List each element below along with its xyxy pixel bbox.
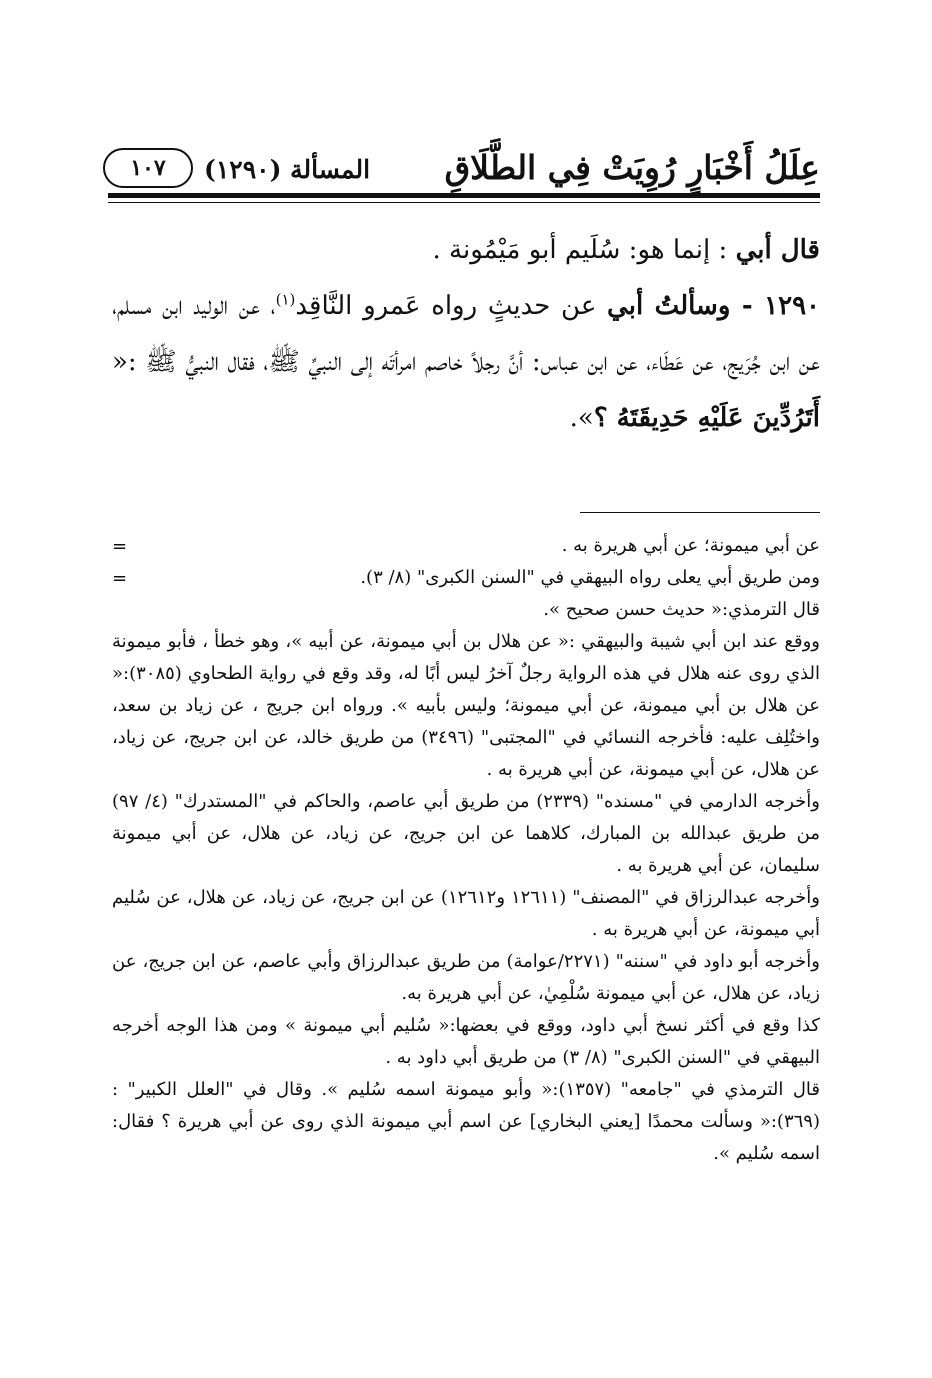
footnote-paragraph: وأخرجه أبو داود في "سننه" (٢٢٧١/عوامة) من طريق عبدالرزاق وأبي عاصم، عن ابن جريج، عن زياد، عن هلال، عن أبي ميمونة سُلْمِيٰ، عن أبي هريرة به.: [112, 951, 820, 1004]
paragraph-2-text-b: ، عن الوليد ابن مسلم، عن ابن جُرَيج، عن عَطَاء، عن ابن عباس: أنَّ رجلاً خاصم امرأتَه إلى النبيِّ ﷺ، فقال النبيُّ ﷺ :«: [112, 291, 820, 377]
hadith-text: أَتَرُدِّينَ عَلَيْهِ حَدِيقَتَهُ ؟: [593, 403, 820, 433]
page-number-badge: ١٠٧: [103, 148, 193, 188]
footnote-paragraph: ووقع عند ابن أبي شيبة والبيهقي :« عن هلال بن أبي ميمونة، عن أبيه »، وهو خطأ ، فأبو ميمونة الذي روى عنه هلال في هذه الرواية رجلٌ آخرُ ليس أبًا له، وقد وقع في رواية الطحاوي (٣٠٨٥):« عن هلال بن أبي ميمونة، عن أبي ميمونة؛ وليس بأبيه ». ورواه ابن جريج ، عن زياد بن سعد، واختُلِف عليه: فأخرجه النسائي في "المجتبى" (٣٤٩٦) من طريق خالد، عن ابن جريج، عن زياد، عن هلال، عن أبي ميمونة، عن أبي هريرة به .: [112, 631, 820, 780]
footnote-paragraph: كذا وقع في أكثر نسخ أبي داود، ووقع في بعضها:« سُليم أبي ميمونة » ومن هذا الوجه أخرجه البيهقي في "السنن الكبرى" (٨/ ٣) من طريق أبي داود به .: [112, 1015, 820, 1068]
paragraph-2-text-a: عن حديثٍ رواه عَمرو النَّاقِد: [295, 291, 608, 321]
footnote-line: عن أبي ميمونة؛ عن أبي هريرة به .: [561, 535, 820, 556]
continuation-mark: =: [112, 536, 128, 557]
paragraph-2-end: ».: [569, 403, 594, 433]
footnote-reference: (١): [275, 290, 296, 309]
main-text: [112, 222, 820, 446]
speaker-label: قال أبي: [735, 235, 820, 265]
footnote-separator: [580, 512, 820, 513]
header-rule-thin: [108, 202, 820, 203]
running-title: عِلَلُ أَخْبَارٍ رُوِيَتْ فِي الطَّلَاقِ: [444, 148, 820, 187]
issue-label: المسألة (١٢٩٠): [204, 155, 371, 184]
main-paragraph-1: [112, 222, 820, 278]
footnote-line: ومن طريق أبي يعلى رواه البيهقي في "السنن الكبرى" (٨/ ٣).: [360, 567, 820, 588]
footnote-paragraph: وأخرجه عبدالرزاق في "المصنف" (١٢٦١١ و١٢٦١٢) عن ابن جريج، عن زياد، عن هلال، عن سُليم أبي ميمونة، عن أبي هريرة به .: [112, 887, 820, 940]
footnote-paragraph: قال الترمذي في "جامعه" (١٣٥٧):« وأبو ميمونة اسمه سُليم ». وقال في "العلل الكبير" : (٣٦٩):« وسألت محمدًا [يعني البخاري] عن اسم أبي ميمونة الذي روى عن أبي هريرة ؟ فقال: اسمه سُليم ».: [112, 1079, 821, 1164]
continuation-mark: =: [112, 568, 128, 589]
paragraph-1-text: : إنما هو: سُلَيم أبو مَيْمُونة .: [432, 235, 736, 265]
header-rule-thick: [108, 193, 820, 198]
footnote-paragraph: وأخرجه الدارمي في "مسنده" (٢٣٣٩) من طريق أبي عاصم، والحاكم في "المستدرك" (٤/ ٩٧) من طريق عبدالله بن المبارك، كلاهما عن ابن جريج، عن زياد، عن هلال، عن أبي ميمونة سليمان، عن أبي هريرة به .: [112, 791, 820, 876]
footnote-line: قال الترمذي:« حديث حسن صحيح ».: [543, 599, 820, 620]
footnotes: [112, 530, 820, 1170]
issue-lead: ١٢٩٠ - وسألتُ أبي: [607, 291, 820, 321]
main-paragraph-2: [112, 278, 820, 446]
